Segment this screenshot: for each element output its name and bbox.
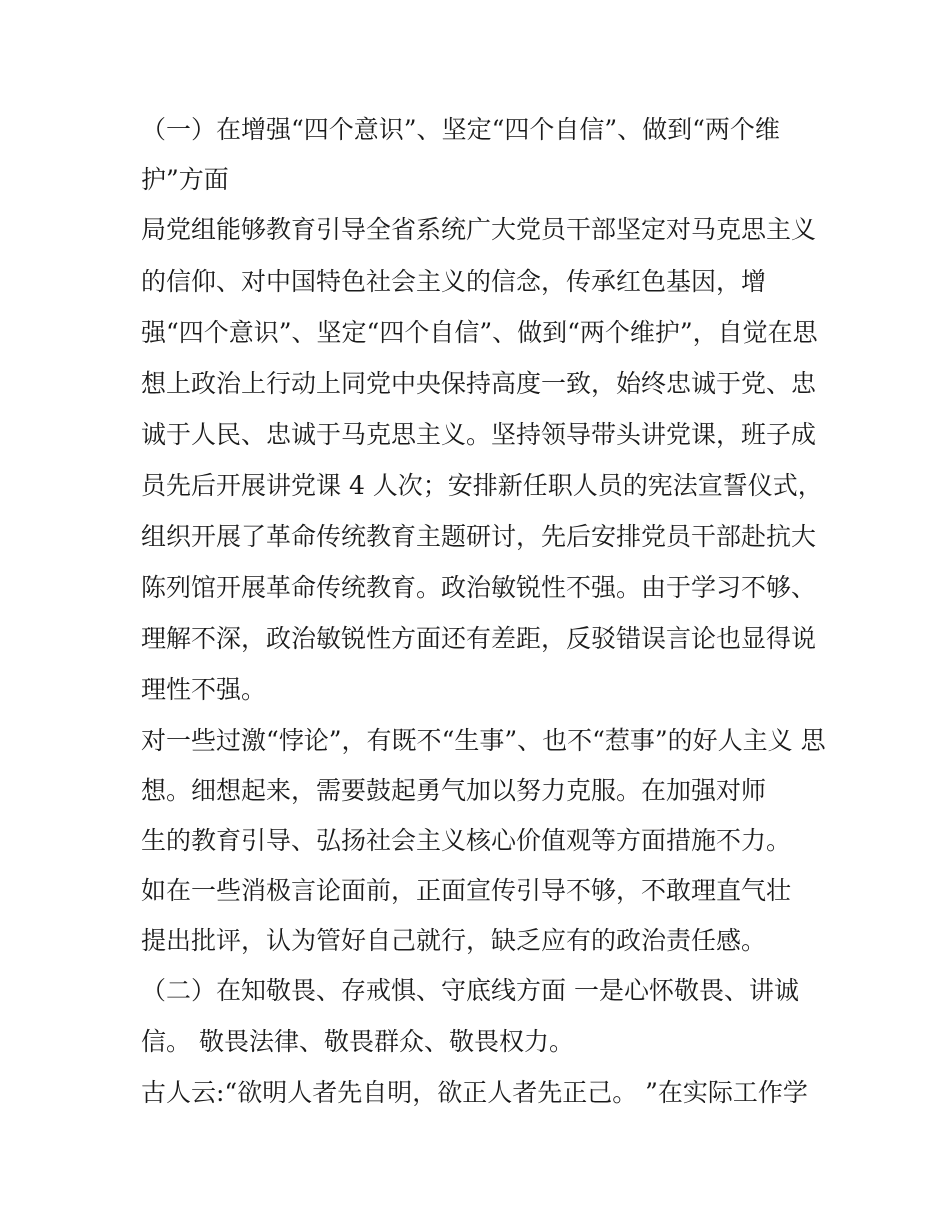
text-line: 理性不强。 xyxy=(141,675,267,704)
text-line: 信。 敬畏法律、敬畏群众、敬畏权力。 xyxy=(141,1027,574,1056)
text-line: 诚于人民、忠诚于马克思主义。坚持领导带头讲党课，班子成 xyxy=(141,420,817,449)
text-line: 生的教育引导、弘扬社会主义核心价值观等方面措施不力。 xyxy=(141,826,792,855)
text-line: 的信仰、对中国特色社会主义的信念，传承红色基因，增 xyxy=(141,267,767,296)
text-line: 对一些过激“悖论”，有既不“生事”、也不“惹事”的好人主义 思 xyxy=(141,726,826,755)
text-line: 局党组能够教育引导全省系统广大党员干部坚定对马克思主义 xyxy=(141,215,817,244)
text-line: 如在一些消极言论面前，正面宣传引导不够，不敢理直气壮 xyxy=(141,876,792,905)
section-heading-2: （二）在知敬畏、存戒惧、守底线方面 一是心怀敬畏、讲诚 xyxy=(141,976,799,1005)
section-heading-1: （一）在增强“四个意识”、坚定“四个自信”、做到“两个维 xyxy=(141,115,780,144)
text-line: 陈列馆开展革命传统教育。政治敏锐性不强。由于学习不够、 xyxy=(141,573,817,602)
text-line: 组织开展了革命传统教育主题研讨，先后安排党员干部赴抗大 xyxy=(141,522,817,551)
text-line: 古人云:“欲明人者先自明，欲正人者先正己。 ”在实际工作学 xyxy=(141,1078,808,1107)
text-line: 强“四个意识”、坚定“四个自信”、做到“两个维护”，自觉在思 xyxy=(141,318,818,347)
text-line: 提出批评，认为管好自己就行，缺乏应有的政治责任感。 xyxy=(141,926,767,955)
text-line: 想。细想起来，需要鼓起勇气加以努力克服。在加强对师 xyxy=(141,776,767,805)
text-line: 员先后开展讲党课 4 人次；安排新任职人员的宪法宣誓仪式， xyxy=(141,471,823,500)
text-line: 理解不深，政治敏锐性方面还有差距，反驳错误言论也显得说 xyxy=(141,624,817,653)
section-heading-1-cont: 护”方面 xyxy=(141,165,229,194)
text-line: 想上政治上行动上同党中央保持高度一致，始终忠诚于党、忠 xyxy=(141,369,817,398)
